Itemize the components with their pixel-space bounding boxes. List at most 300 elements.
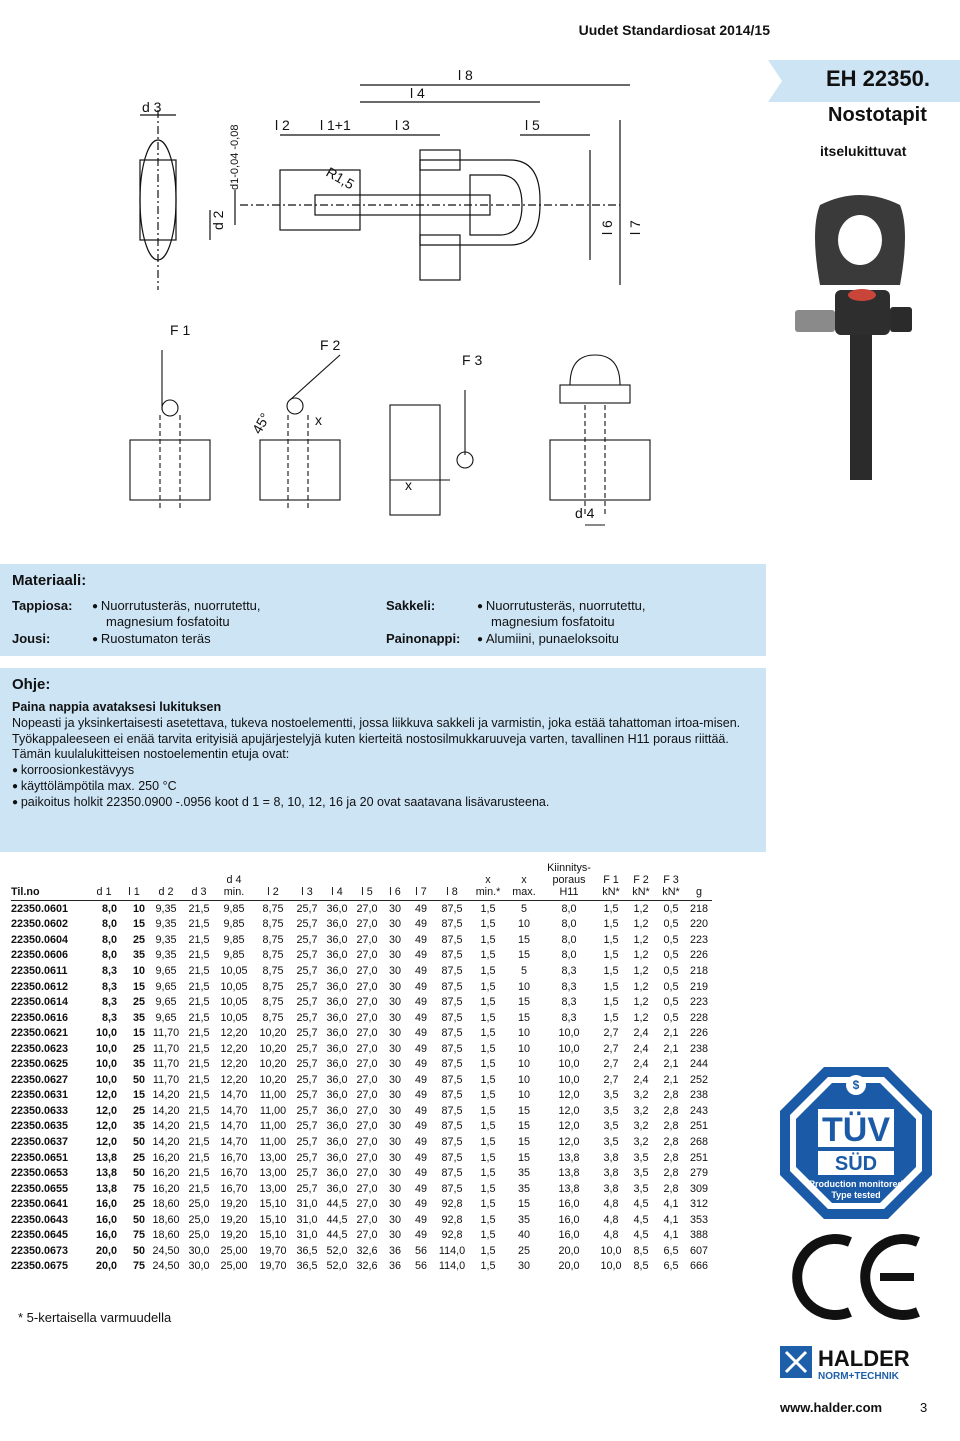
table-cell: 87,5 <box>441 1089 463 1102</box>
table-cell: 27,0 <box>356 902 378 915</box>
table-cell: 2,8 <box>663 1135 679 1148</box>
table-cell: 0,5 <box>663 902 679 915</box>
table-cell: 25,7 <box>296 1151 318 1164</box>
table-cell: 4,5 <box>633 1229 649 1242</box>
table-cell: 2,7 <box>603 1027 619 1040</box>
table-header-row <box>11 862 712 901</box>
table-cell: 3,5 <box>603 1089 619 1102</box>
table-row <box>11 901 712 917</box>
table-cell: 3,2 <box>633 1135 649 1148</box>
col-header: F 3 kN* <box>662 874 680 898</box>
table-cell: 3,2 <box>633 1089 649 1102</box>
table-cell: 21,5 <box>188 1135 210 1148</box>
table-cell: 11,00 <box>259 1135 287 1148</box>
table-cell: 75 <box>132 1229 145 1242</box>
table-cell: 10 <box>517 918 530 931</box>
table-cell: 14,70 <box>220 1135 248 1148</box>
table-cell: 18,60 <box>152 1198 180 1211</box>
table-cell: 15 <box>517 949 530 962</box>
table-cell: 21,5 <box>188 1167 210 1180</box>
table-cell: 8,75 <box>262 949 284 962</box>
table-cell: 50 <box>132 1213 145 1226</box>
table-cell: 15 <box>517 933 530 946</box>
col-header: l 6 <box>389 886 401 898</box>
table-cell: 56 <box>414 1260 427 1273</box>
table-cell: 607 <box>689 1244 708 1257</box>
table-cell: 36,0 <box>326 1027 348 1040</box>
table-cell: 8,0 <box>561 933 577 946</box>
table-cell: 1,5 <box>480 933 496 946</box>
table-cell: 228 <box>689 1011 708 1024</box>
angle-label: 45° <box>248 410 274 437</box>
table-cell: 44,5 <box>326 1213 348 1226</box>
table-row <box>11 1150 712 1166</box>
table-cell: 10,0 <box>558 1073 580 1086</box>
table-cell: 3,8 <box>603 1182 619 1195</box>
table-cell: 12,0 <box>95 1120 117 1133</box>
table-cell: 10 <box>517 1073 530 1086</box>
force-f2: F 2 <box>320 337 341 353</box>
table-cell: 35 <box>517 1182 530 1195</box>
table-cell: 10,0 <box>95 1073 117 1086</box>
table-cell: 36,5 <box>296 1244 318 1257</box>
table-cell: 52,0 <box>326 1244 348 1257</box>
table-row <box>11 1243 712 1259</box>
table-cell: 251 <box>689 1151 708 1164</box>
table-cell: 30 <box>388 902 401 915</box>
table-cell: 49 <box>414 964 427 977</box>
table-cell: 9,65 <box>155 996 177 1009</box>
table-cell: 11,70 <box>152 1027 180 1040</box>
table-cell: 92,8 <box>441 1229 463 1242</box>
table-cell: 11,70 <box>152 1042 180 1055</box>
table-cell: 36,0 <box>326 996 348 1009</box>
table-cell: 25,7 <box>296 1073 318 1086</box>
table-cell: 22350.0614 <box>11 996 69 1009</box>
table-cell: 10,0 <box>558 1058 580 1071</box>
table-cell: 11,70 <box>152 1073 180 1086</box>
table-cell: 21,5 <box>188 996 210 1009</box>
table-cell: 6,5 <box>663 1244 679 1257</box>
table-cell: 22350.0635 <box>11 1120 69 1133</box>
table-cell: 49 <box>414 1167 427 1180</box>
table-cell: 1,5 <box>603 933 619 946</box>
table-cell: 27,0 <box>356 1073 378 1086</box>
table-cell: 3,5 <box>633 1167 649 1180</box>
table-cell: 25 <box>132 1042 145 1055</box>
table-cell: 30 <box>388 996 401 1009</box>
table-cell: 32,6 <box>356 1260 378 1273</box>
table-cell: 27,0 <box>356 949 378 962</box>
table-cell: 226 <box>689 949 708 962</box>
table-cell: 25,7 <box>296 1120 318 1133</box>
table-cell: 2,4 <box>633 1058 649 1071</box>
table-cell: 14,20 <box>152 1135 180 1148</box>
table-cell: 25,00 <box>220 1244 248 1257</box>
page-number: 3 <box>920 1400 928 1415</box>
table-cell: 87,5 <box>441 918 463 931</box>
table-cell: 22350.0601 <box>11 902 69 915</box>
table-cell: 8,0 <box>101 902 117 915</box>
table-cell: 11,00 <box>259 1089 287 1102</box>
table-cell: 9,35 <box>155 918 177 931</box>
col-header: d 3 <box>191 886 207 898</box>
table-cell: 1,5 <box>480 1260 496 1273</box>
table-cell: 1,5 <box>480 1027 496 1040</box>
table-cell: 4,8 <box>603 1229 619 1242</box>
table-cell: 13,00 <box>259 1151 287 1164</box>
table-cell: 2,1 <box>663 1027 679 1040</box>
table-cell: 1,5 <box>480 1073 496 1086</box>
table-cell: 4,5 <box>633 1198 649 1211</box>
table-cell: 9,35 <box>155 933 177 946</box>
table-cell: 30 <box>388 1167 401 1180</box>
table-cell: 20,0 <box>95 1260 117 1273</box>
material-value-tappiosa: ● Nuorrutusteräs, nuorrutettu, <box>92 598 261 613</box>
table-cell: 2,1 <box>663 1042 679 1055</box>
table-cell: 87,5 <box>441 1073 463 1086</box>
table-cell: 36,0 <box>326 1089 348 1102</box>
table-cell: 8,5 <box>633 1260 649 1273</box>
material-label-sakkeli: Sakkeli: <box>386 598 436 613</box>
table-cell: 8,3 <box>101 996 117 1009</box>
table-cell: 49 <box>414 1198 427 1211</box>
table-cell: 11,70 <box>152 1058 180 1071</box>
table-cell: 27,0 <box>356 1120 378 1133</box>
table-cell: 27,0 <box>356 1027 378 1040</box>
table-cell: 3,5 <box>603 1120 619 1133</box>
d4-label: d 4 <box>575 505 595 521</box>
table-cell: 6,5 <box>663 1260 679 1273</box>
table-cell: 2,7 <box>603 1073 619 1086</box>
x-label-2: x <box>405 477 412 493</box>
table-cell: 8,3 <box>561 964 577 977</box>
table-cell: 49 <box>414 902 427 915</box>
tuv-text: TÜV <box>822 1111 890 1149</box>
table-cell: 50 <box>132 1073 145 1086</box>
table-cell: 12,0 <box>95 1104 117 1117</box>
table-cell: 1,5 <box>480 1213 496 1226</box>
note-heading: Ohje: <box>12 676 51 693</box>
table-cell: 22350.0675 <box>11 1260 69 1273</box>
table-cell: 36,0 <box>326 1120 348 1133</box>
table-cell: 21,5 <box>188 1089 210 1102</box>
table-cell: 16,20 <box>152 1182 180 1195</box>
table-cell: 27,0 <box>356 1058 378 1071</box>
table-cell: 2,4 <box>633 1042 649 1055</box>
table-cell: 1,5 <box>480 1167 496 1180</box>
table-cell: 1,5 <box>480 1244 496 1257</box>
table-cell: 21,5 <box>188 918 210 931</box>
table-cell: 49 <box>414 1182 427 1195</box>
table-cell: 25 <box>517 1244 530 1257</box>
table-cell: 22350.0651 <box>11 1151 69 1164</box>
table-cell: 25,7 <box>296 902 318 915</box>
table-cell: 25,7 <box>296 1104 318 1117</box>
footer-url[interactable]: www.halder.com <box>780 1400 883 1415</box>
table-cell: 30 <box>388 1089 401 1102</box>
table-cell: 3,5 <box>603 1135 619 1148</box>
table-cell: 25 <box>132 1151 145 1164</box>
table-cell: 12,0 <box>558 1120 580 1133</box>
table-cell: 25,7 <box>296 964 318 977</box>
table-cell: 8,3 <box>101 980 117 993</box>
material-label-tappiosa: Tappiosa: <box>12 598 73 613</box>
table-cell: 49 <box>414 980 427 993</box>
table-cell: 2,8 <box>663 1104 679 1117</box>
table-cell: 2,8 <box>663 1182 679 1195</box>
table-cell: 1,5 <box>480 964 496 977</box>
table-cell: 21,5 <box>188 902 210 915</box>
table-cell: 25,0 <box>188 1213 210 1226</box>
table-cell: 238 <box>689 1042 708 1055</box>
table-cell: 32,6 <box>356 1244 378 1257</box>
table-cell: 12,0 <box>558 1104 580 1117</box>
table-cell: 3,2 <box>633 1120 649 1133</box>
table-cell: 16,0 <box>558 1213 580 1226</box>
table-cell: 1,2 <box>633 964 649 977</box>
table-cell: 49 <box>414 1104 427 1117</box>
table-cell: 36,5 <box>296 1260 318 1273</box>
col-header: F 2 kN* <box>632 874 650 898</box>
table-cell: 36,0 <box>326 1135 348 1148</box>
table-cell: 5 <box>520 964 527 977</box>
table-cell: 30 <box>388 1182 401 1195</box>
table-cell: 22350.0645 <box>11 1229 69 1242</box>
force-f1: F 1 <box>170 322 191 338</box>
table-cell: 27,0 <box>356 1182 378 1195</box>
table-cell: 1,2 <box>633 933 649 946</box>
table-cell: 15 <box>517 1198 530 1211</box>
table-cell: 1,2 <box>633 996 649 1009</box>
table-cell: 4,5 <box>633 1213 649 1226</box>
table-row <box>11 979 712 995</box>
table-cell: 18,60 <box>152 1229 180 1242</box>
table-cell: 22350.0633 <box>11 1104 69 1117</box>
table-cell: 36 <box>388 1260 401 1273</box>
table-row <box>11 1165 712 1181</box>
table-cell: 8,3 <box>561 996 577 1009</box>
product-photo <box>780 195 940 495</box>
table-cell: 8,75 <box>262 996 284 1009</box>
table-cell: 87,5 <box>441 1167 463 1180</box>
table-cell: 36,0 <box>326 1167 348 1180</box>
table-cell: 14,70 <box>220 1104 248 1117</box>
table-cell: 87,5 <box>441 1042 463 1055</box>
table-cell: 22350.0621 <box>11 1027 69 1040</box>
table-cell: 87,5 <box>441 933 463 946</box>
table-cell: 3,5 <box>633 1182 649 1195</box>
table-cell: 1,5 <box>480 1120 496 1133</box>
table-cell: 226 <box>689 1027 708 1040</box>
table-cell: 4,1 <box>663 1213 679 1226</box>
table-cell: 21,5 <box>188 1104 210 1117</box>
table-row <box>11 1212 712 1228</box>
table-cell: 9,35 <box>155 902 177 915</box>
table-cell: 20,0 <box>558 1244 580 1257</box>
table-cell: 13,8 <box>95 1167 117 1180</box>
dim-r: R1,5 <box>323 163 358 193</box>
table-cell: 1,2 <box>633 918 649 931</box>
table-cell: 22350.0641 <box>11 1198 69 1211</box>
table-cell: 87,5 <box>441 964 463 977</box>
table-cell: 16,0 <box>95 1229 117 1242</box>
table-cell: 49 <box>414 1120 427 1133</box>
table-cell: 21,5 <box>188 1011 210 1024</box>
table-cell: 312 <box>689 1198 708 1211</box>
table-cell: 1,5 <box>603 996 619 1009</box>
table-cell: 35 <box>132 1058 145 1071</box>
note-bullet: ● käyttölämpötila max. 250 °C <box>12 779 757 795</box>
table-cell: 25 <box>132 996 145 1009</box>
table-cell: 3,5 <box>603 1104 619 1117</box>
material-value-sakkeli: ● Nuorrutusteräs, nuorrutettu, <box>477 598 646 613</box>
table-cell: 0,5 <box>663 933 679 946</box>
table-cell: 30 <box>517 1260 530 1273</box>
table-cell: 25,7 <box>296 1167 318 1180</box>
table-cell: 12,0 <box>558 1135 580 1148</box>
table-cell: 1,5 <box>603 1011 619 1024</box>
table-cell: 0,5 <box>663 918 679 931</box>
table-cell: 19,70 <box>259 1244 287 1257</box>
table-cell: 9,85 <box>223 949 245 962</box>
table-cell: 22350.0616 <box>11 1011 69 1024</box>
table-cell: 12,0 <box>95 1135 117 1148</box>
table-cell: 13,8 <box>95 1182 117 1195</box>
table-cell: 25,7 <box>296 1089 318 1102</box>
table-cell: 10 <box>517 1027 530 1040</box>
product-subtitle: itselukittuvat <box>820 143 907 159</box>
table-cell: 30 <box>388 1073 401 1086</box>
table-cell: 49 <box>414 1058 427 1071</box>
table-cell: 1,5 <box>603 902 619 915</box>
table-cell: 15 <box>132 1027 145 1040</box>
table-cell: 36,0 <box>326 1042 348 1055</box>
table-cell: 36,0 <box>326 1151 348 1164</box>
col-header: l 8 <box>446 886 458 898</box>
table-cell: 19,20 <box>220 1229 248 1242</box>
table-cell: 16,20 <box>152 1167 180 1180</box>
table-cell: 13,00 <box>259 1167 287 1180</box>
table-cell: 49 <box>414 933 427 946</box>
table-cell: 1,5 <box>480 902 496 915</box>
table-cell: 92,8 <box>441 1213 463 1226</box>
table-cell: 2,8 <box>663 1089 679 1102</box>
note-body <box>12 700 757 811</box>
brand-name: HALDER <box>818 1346 910 1371</box>
table-cell: 87,5 <box>441 1151 463 1164</box>
table-cell: 27,0 <box>356 1151 378 1164</box>
table-cell: 30 <box>388 1104 401 1117</box>
table-cell: 36,0 <box>326 964 348 977</box>
force-f3: F 3 <box>462 352 483 368</box>
table-cell: 12,20 <box>220 1058 248 1071</box>
table-cell: 16,70 <box>220 1151 248 1164</box>
table-cell: 22350.0643 <box>11 1213 69 1226</box>
material-value-painonappi: ● Alumiini, punaeloksoitu <box>477 631 619 646</box>
table-cell: 8,0 <box>561 902 577 915</box>
table-cell: 27,0 <box>356 1011 378 1024</box>
table-cell: 49 <box>414 1011 427 1024</box>
table-cell: 12,20 <box>220 1073 248 1086</box>
table-row <box>11 1041 712 1057</box>
table-cell: 223 <box>689 996 708 1009</box>
table-cell: 22350.0606 <box>11 949 69 962</box>
table-cell: 3,8 <box>603 1167 619 1180</box>
table-cell: 11,00 <box>259 1104 287 1117</box>
table-cell: 14,20 <box>152 1120 180 1133</box>
table-cell: 50 <box>132 1167 145 1180</box>
table-cell: 22350.0623 <box>11 1042 69 1055</box>
table-cell: 36 <box>388 1244 401 1257</box>
table-cell: 10,0 <box>95 1058 117 1071</box>
table-cell: 14,20 <box>152 1089 180 1102</box>
table-cell: 279 <box>689 1167 708 1180</box>
table-cell: 52,0 <box>326 1260 348 1273</box>
table-cell: 1,5 <box>603 949 619 962</box>
table-cell: 16,20 <box>152 1151 180 1164</box>
table-cell: 49 <box>414 996 427 1009</box>
table-cell: 49 <box>414 1135 427 1148</box>
table-cell: 30 <box>388 1229 401 1242</box>
table-cell: 2,1 <box>663 1058 679 1071</box>
dim-l4: l 4 <box>410 85 425 101</box>
material-value-sakkeli-2: magnesium fosfatoitu <box>491 614 615 629</box>
table-cell: 49 <box>414 1089 427 1102</box>
table-cell: 27,0 <box>356 1229 378 1242</box>
table-cell: 15,10 <box>259 1198 287 1211</box>
table-cell: 87,5 <box>441 1135 463 1148</box>
material-value-tappiosa-2: magnesium fosfatoitu <box>106 614 230 629</box>
table-cell: 16,0 <box>558 1229 580 1242</box>
table-cell: 25 <box>132 1198 145 1211</box>
table-cell: 1,2 <box>633 980 649 993</box>
table-cell: 49 <box>414 1042 427 1055</box>
table-cell: 22350.0602 <box>11 918 69 931</box>
material-label-painonappi: Painonappi: <box>386 631 461 646</box>
table-cell: 19,70 <box>259 1260 287 1273</box>
table-cell: 30 <box>388 1135 401 1148</box>
table-cell: 22350.0604 <box>11 933 69 946</box>
col-header: d 2 <box>158 886 174 898</box>
table-cell: 87,5 <box>441 1027 463 1040</box>
tuv-line-1: Production monitored <box>809 1179 903 1189</box>
table-cell: 25,7 <box>296 918 318 931</box>
col-header: l 7 <box>415 886 427 898</box>
table-cell: 10,20 <box>259 1073 287 1086</box>
table-cell: 13,8 <box>558 1167 580 1180</box>
col-header: x min.* <box>475 874 501 898</box>
dim-d3: d 3 <box>142 99 162 115</box>
note-bullet: ● korroosionkestävyys <box>12 763 757 779</box>
tuv-line-2: Type tested <box>831 1190 881 1200</box>
table-cell: 21,5 <box>188 1027 210 1040</box>
table-cell: 27,0 <box>356 1089 378 1102</box>
table-cell: 36,0 <box>326 1011 348 1024</box>
x-label-1: x <box>315 412 322 428</box>
table-cell: 12,20 <box>220 1042 248 1055</box>
table-cell: 8,0 <box>561 918 577 931</box>
col-header: l 3 <box>301 886 313 898</box>
table-cell: 309 <box>689 1182 708 1195</box>
table-row <box>11 1196 712 1212</box>
dim-d2: d 2 <box>210 210 226 230</box>
table-cell: 25 <box>132 1104 145 1117</box>
table-cell: 19,20 <box>220 1198 248 1211</box>
table-cell: 49 <box>414 1151 427 1164</box>
spec-table <box>11 862 712 1274</box>
table-row <box>11 1072 712 1088</box>
